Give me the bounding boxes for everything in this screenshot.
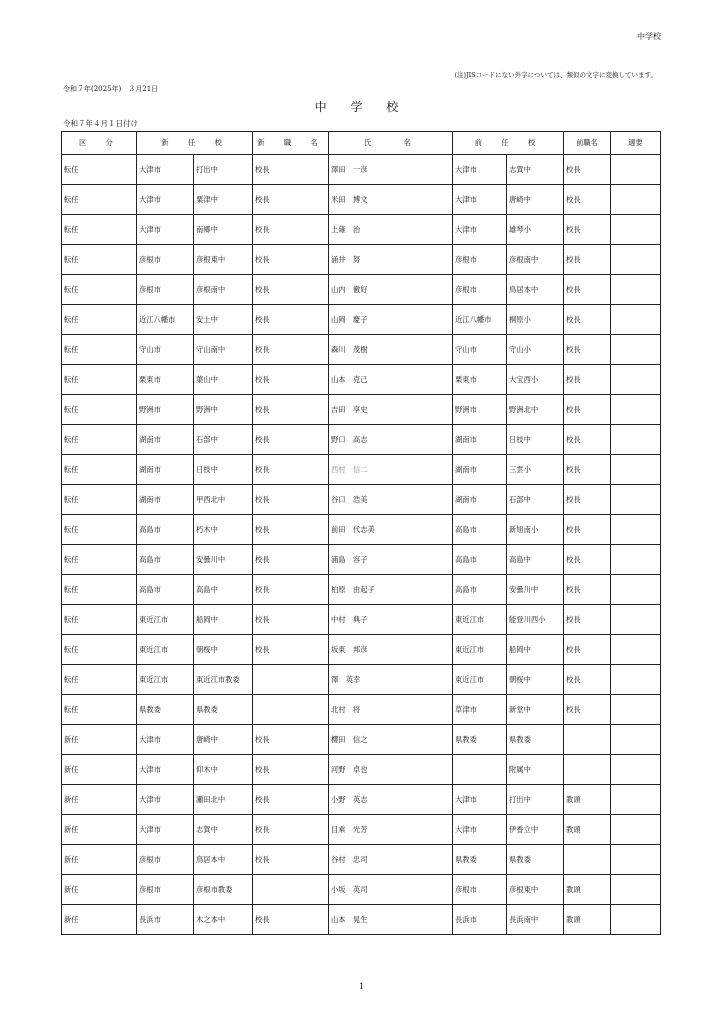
effective-date: 令和７年４月１日付け bbox=[63, 119, 138, 128]
prev-city-cell: 守山市 bbox=[453, 335, 507, 365]
new-school-cell: 東近江市教委 bbox=[194, 665, 253, 695]
remarks-cell bbox=[611, 515, 661, 545]
kubun-cell: 新任 bbox=[62, 875, 137, 905]
new-city-cell: 野洲市 bbox=[137, 395, 194, 425]
kubun-cell: 新任 bbox=[62, 905, 137, 935]
new-city-cell: 大津市 bbox=[137, 155, 194, 185]
kubun-cell: 転任 bbox=[62, 605, 137, 635]
table-row bbox=[62, 695, 661, 725]
remarks-cell bbox=[611, 335, 661, 365]
name-cell: 澤田 一彦 bbox=[329, 155, 453, 185]
prev-school-cell: 唐崎中 bbox=[507, 185, 564, 215]
new-school-cell: 彦根市教委 bbox=[194, 875, 253, 905]
prev-position-cell: 校長 bbox=[564, 485, 611, 515]
new-position-cell: 校長 bbox=[253, 815, 329, 845]
new-position-cell: 校長 bbox=[253, 455, 329, 485]
prev-position-cell bbox=[564, 725, 611, 755]
prev-school-cell: 伊香立中 bbox=[507, 815, 564, 845]
prev-school-cell: 能登川西小 bbox=[507, 605, 564, 635]
new-city-cell: 大津市 bbox=[137, 755, 194, 785]
new-city-cell: 大津市 bbox=[137, 725, 194, 755]
prev-city-cell: 大津市 bbox=[453, 185, 507, 215]
new-school-cell: 仰木中 bbox=[194, 755, 253, 785]
table-row bbox=[62, 305, 661, 335]
name-cell: 山本 克己 bbox=[329, 365, 453, 395]
prev-position-cell: 校長 bbox=[564, 395, 611, 425]
prev-position-cell: 校長 bbox=[564, 425, 611, 455]
header-prev-school: 前 任 校 bbox=[453, 132, 564, 155]
table-row bbox=[62, 425, 661, 455]
table-row bbox=[62, 785, 661, 815]
prev-city-cell: 草津市 bbox=[453, 695, 507, 725]
prev-position-cell: 校長 bbox=[564, 365, 611, 395]
table-row bbox=[62, 845, 661, 875]
new-city-cell: 栗東市 bbox=[137, 365, 194, 395]
remarks-cell bbox=[611, 305, 661, 335]
new-position-cell: 校長 bbox=[253, 755, 329, 785]
table-row bbox=[62, 245, 661, 275]
new-school-cell: 鳥居本中 bbox=[194, 845, 253, 875]
name-cell: 山内 徹好 bbox=[329, 275, 453, 305]
remarks-cell bbox=[611, 155, 661, 185]
new-city-cell: 彦根市 bbox=[137, 875, 194, 905]
table-row bbox=[62, 725, 661, 755]
prev-school-cell: 高島中 bbox=[507, 545, 564, 575]
remarks-cell bbox=[611, 425, 661, 455]
prev-school-cell: 彦根東中 bbox=[507, 875, 564, 905]
prev-position-cell: 教頭 bbox=[564, 875, 611, 905]
table-row bbox=[62, 665, 661, 695]
prev-school-cell: 三雲小 bbox=[507, 455, 564, 485]
new-position-cell: 校長 bbox=[253, 215, 329, 245]
prev-city-cell: 彦根市 bbox=[453, 875, 507, 905]
kubun-cell: 転任 bbox=[62, 515, 137, 545]
prev-position-cell: 校長 bbox=[564, 275, 611, 305]
jis-note: (注)JISコードにない外字については、類似の文字に変換しています。 bbox=[454, 71, 657, 79]
remarks-cell bbox=[611, 455, 661, 485]
table-row bbox=[62, 515, 661, 545]
name-cell: 谷村 忠司 bbox=[329, 845, 453, 875]
table-row bbox=[62, 815, 661, 845]
remarks-cell bbox=[611, 785, 661, 815]
new-school-cell: 船岡中 bbox=[194, 605, 253, 635]
kubun-cell: 新任 bbox=[62, 755, 137, 785]
header-kubun: 区 分 bbox=[62, 132, 137, 155]
remarks-cell bbox=[611, 605, 661, 635]
prev-city-cell: 大津市 bbox=[453, 815, 507, 845]
name-cell: 小野 英志 bbox=[329, 785, 453, 815]
prev-position-cell: 校長 bbox=[564, 455, 611, 485]
new-city-cell: 彦根市 bbox=[137, 275, 194, 305]
new-city-cell: 守山市 bbox=[137, 335, 194, 365]
prev-city-cell: 湖南市 bbox=[453, 425, 507, 455]
new-school-cell: 安曇川中 bbox=[194, 545, 253, 575]
table-row bbox=[62, 185, 661, 215]
new-school-cell: 日枝中 bbox=[194, 455, 253, 485]
new-city-cell: 高島市 bbox=[137, 545, 194, 575]
name-cell: 河野 卓也 bbox=[329, 755, 453, 785]
remarks-cell bbox=[611, 275, 661, 305]
prev-school-cell: 打出中 bbox=[507, 785, 564, 815]
page-title: 中 学 校 bbox=[314, 100, 409, 114]
prev-school-cell: 桐原小 bbox=[507, 305, 564, 335]
header-remarks: 適要 bbox=[611, 132, 661, 155]
new-position-cell: 校長 bbox=[253, 305, 329, 335]
new-school-cell: 朝桜中 bbox=[194, 635, 253, 665]
name-cell: 柏原 由起子 bbox=[329, 575, 453, 605]
new-position-cell: 校長 bbox=[253, 425, 329, 455]
remarks-cell bbox=[611, 485, 661, 515]
table-row bbox=[62, 605, 661, 635]
table-row bbox=[62, 635, 661, 665]
name-cell: 北村 将 bbox=[329, 695, 453, 725]
table-row bbox=[62, 275, 661, 305]
kubun-cell: 転任 bbox=[62, 485, 137, 515]
corner-label: 中学校 bbox=[637, 32, 661, 41]
new-city-cell: 東近江市 bbox=[137, 635, 194, 665]
remarks-cell bbox=[611, 215, 661, 245]
new-position-cell: 校長 bbox=[253, 605, 329, 635]
prev-city-cell: 湖南市 bbox=[453, 485, 507, 515]
kubun-cell: 転任 bbox=[62, 275, 137, 305]
prev-school-cell: 大宝西小 bbox=[507, 365, 564, 395]
new-position-cell: 校長 bbox=[253, 395, 329, 425]
announce-date: 令和７年(2025年) ３月21日 bbox=[63, 85, 159, 93]
prev-city-cell: 県教委 bbox=[453, 845, 507, 875]
table-row bbox=[62, 335, 661, 365]
prev-city-cell: 高島市 bbox=[453, 515, 507, 545]
prev-school-cell: 雄琴小 bbox=[507, 215, 564, 245]
prev-school-cell: 長浜南中 bbox=[507, 905, 564, 935]
name-cell: 吉田 享史 bbox=[329, 395, 453, 425]
remarks-cell bbox=[611, 905, 661, 935]
prev-position-cell: 校長 bbox=[564, 185, 611, 215]
prev-school-cell: 彦根南中 bbox=[507, 245, 564, 275]
prev-city-cell: 栗東市 bbox=[453, 365, 507, 395]
kubun-cell: 転任 bbox=[62, 635, 137, 665]
new-position-cell: 校長 bbox=[253, 575, 329, 605]
prev-position-cell: 校長 bbox=[564, 155, 611, 185]
prev-position-cell: 教頭 bbox=[564, 815, 611, 845]
prev-city-cell: 近江八幡市 bbox=[453, 305, 507, 335]
name-cell: 山本 晃生 bbox=[329, 905, 453, 935]
new-city-cell: 湖南市 bbox=[137, 455, 194, 485]
new-city-cell: 近江八幡市 bbox=[137, 305, 194, 335]
name-cell: 目乘 光芳 bbox=[329, 815, 453, 845]
kubun-cell: 転任 bbox=[62, 425, 137, 455]
remarks-cell bbox=[611, 845, 661, 875]
table-row bbox=[62, 575, 661, 605]
new-position-cell: 校長 bbox=[253, 635, 329, 665]
kubun-cell: 新任 bbox=[62, 785, 137, 815]
prev-school-cell: 県教委 bbox=[507, 725, 564, 755]
prev-school-cell: 県教委 bbox=[507, 845, 564, 875]
kubun-cell: 転任 bbox=[62, 185, 137, 215]
remarks-cell bbox=[611, 635, 661, 665]
prev-school-cell: 野洲北中 bbox=[507, 395, 564, 425]
name-cell: 小坂 英司 bbox=[329, 875, 453, 905]
new-city-cell: 高島市 bbox=[137, 515, 194, 545]
table-row bbox=[62, 455, 661, 485]
prev-position-cell bbox=[564, 755, 611, 785]
kubun-cell: 転任 bbox=[62, 695, 137, 725]
remarks-cell bbox=[611, 755, 661, 785]
prev-city-cell: 彦根市 bbox=[453, 275, 507, 305]
new-city-cell: 東近江市 bbox=[137, 605, 194, 635]
name-cell: 前田 代志美 bbox=[329, 515, 453, 545]
prev-position-cell: 校長 bbox=[564, 545, 611, 575]
prev-position-cell: 校長 bbox=[564, 695, 611, 725]
new-position-cell: 校長 bbox=[253, 155, 329, 185]
new-position-cell: 校長 bbox=[253, 845, 329, 875]
prev-position-cell: 校長 bbox=[564, 515, 611, 545]
table-row bbox=[62, 215, 661, 245]
page-number: 1 bbox=[358, 982, 365, 991]
new-school-cell: 木之本中 bbox=[194, 905, 253, 935]
new-school-cell: 高島中 bbox=[194, 575, 253, 605]
remarks-cell bbox=[611, 395, 661, 425]
remarks-cell bbox=[611, 815, 661, 845]
table-header-row bbox=[62, 132, 661, 155]
prev-position-cell: 校長 bbox=[564, 335, 611, 365]
new-school-cell: 県教委 bbox=[194, 695, 253, 725]
new-city-cell: 湖南市 bbox=[137, 425, 194, 455]
new-school-cell: 朽木中 bbox=[194, 515, 253, 545]
new-school-cell: 甲西北中 bbox=[194, 485, 253, 515]
remarks-cell bbox=[611, 875, 661, 905]
table-row bbox=[62, 155, 661, 185]
name-cell: 涌井 努 bbox=[329, 245, 453, 275]
kubun-cell: 新任 bbox=[62, 815, 137, 845]
prev-position-cell: 教頭 bbox=[564, 905, 611, 935]
prev-city-cell: 高島市 bbox=[453, 575, 507, 605]
kubun-cell: 転任 bbox=[62, 545, 137, 575]
name-cell: 中村 典子 bbox=[329, 605, 453, 635]
name-cell: 米田 博文 bbox=[329, 185, 453, 215]
new-city-cell: 東近江市 bbox=[137, 665, 194, 695]
header-new-school: 新 任 校 bbox=[137, 132, 253, 155]
prev-city-cell bbox=[453, 755, 507, 785]
kubun-cell: 転任 bbox=[62, 575, 137, 605]
table-row bbox=[62, 545, 661, 575]
new-city-cell: 大津市 bbox=[137, 785, 194, 815]
prev-city-cell: 県教委 bbox=[453, 725, 507, 755]
new-position-cell: 校長 bbox=[253, 785, 329, 815]
kubun-cell: 転任 bbox=[62, 455, 137, 485]
personnel-table bbox=[61, 131, 661, 935]
prev-school-cell: 新堂中 bbox=[507, 695, 564, 725]
remarks-cell bbox=[611, 545, 661, 575]
prev-school-cell: 日枝中 bbox=[507, 425, 564, 455]
prev-city-cell: 東近江市 bbox=[453, 665, 507, 695]
new-city-cell: 彦根市 bbox=[137, 245, 194, 275]
new-position-cell bbox=[253, 875, 329, 905]
prev-position-cell: 校長 bbox=[564, 575, 611, 605]
remarks-cell bbox=[611, 695, 661, 725]
prev-school-cell: 朝桜中 bbox=[507, 665, 564, 695]
kubun-cell: 転任 bbox=[62, 365, 137, 395]
prev-school-cell: 附属中 bbox=[507, 755, 564, 785]
prev-city-cell: 彦根市 bbox=[453, 245, 507, 275]
new-city-cell: 彦根市 bbox=[137, 845, 194, 875]
table-body bbox=[62, 155, 661, 935]
new-school-cell: 野洲中 bbox=[194, 395, 253, 425]
new-position-cell: 校長 bbox=[253, 485, 329, 515]
new-position-cell bbox=[253, 665, 329, 695]
new-city-cell: 大津市 bbox=[137, 185, 194, 215]
prev-city-cell: 東近江市 bbox=[453, 635, 507, 665]
header-prev-position: 前職名 bbox=[564, 132, 611, 155]
new-school-cell: 唐崎中 bbox=[194, 725, 253, 755]
new-city-cell: 湖南市 bbox=[137, 485, 194, 515]
new-school-cell: 志賀中 bbox=[194, 815, 253, 845]
new-city-cell: 大津市 bbox=[137, 215, 194, 245]
new-school-cell: 石部中 bbox=[194, 425, 253, 455]
prev-city-cell: 長浜市 bbox=[453, 905, 507, 935]
new-school-cell: 瀬田北中 bbox=[194, 785, 253, 815]
prev-school-cell: 新旭南小 bbox=[507, 515, 564, 545]
prev-position-cell: 校長 bbox=[564, 665, 611, 695]
table-row bbox=[62, 365, 661, 395]
kubun-cell: 新任 bbox=[62, 725, 137, 755]
prev-city-cell: 大津市 bbox=[453, 215, 507, 245]
prev-position-cell: 校長 bbox=[564, 635, 611, 665]
table-row bbox=[62, 875, 661, 905]
name-cell: 山岡 慶子 bbox=[329, 305, 453, 335]
new-school-cell: 粟津中 bbox=[194, 185, 253, 215]
table-row bbox=[62, 395, 661, 425]
new-school-cell: 彦根東中 bbox=[194, 245, 253, 275]
header-name: 氏 名 bbox=[329, 132, 453, 155]
kubun-cell: 転任 bbox=[62, 155, 137, 185]
prev-city-cell: 湖南市 bbox=[453, 455, 507, 485]
new-school-cell: 守山南中 bbox=[194, 335, 253, 365]
remarks-cell bbox=[611, 665, 661, 695]
new-position-cell: 校長 bbox=[253, 515, 329, 545]
new-school-cell: 彦根南中 bbox=[194, 275, 253, 305]
prev-city-cell: 大津市 bbox=[453, 785, 507, 815]
name-cell: 上薙 治 bbox=[329, 215, 453, 245]
remarks-cell bbox=[611, 725, 661, 755]
kubun-cell: 転任 bbox=[62, 215, 137, 245]
prev-school-cell: 石部中 bbox=[507, 485, 564, 515]
new-position-cell: 校長 bbox=[253, 335, 329, 365]
remarks-cell bbox=[611, 185, 661, 215]
prev-school-cell: 船岡中 bbox=[507, 635, 564, 665]
prev-school-cell: 志賀中 bbox=[507, 155, 564, 185]
prev-position-cell bbox=[564, 845, 611, 875]
prev-position-cell: 校長 bbox=[564, 605, 611, 635]
table-row bbox=[62, 755, 661, 785]
prev-city-cell: 大津市 bbox=[453, 155, 507, 185]
prev-city-cell: 東近江市 bbox=[453, 605, 507, 635]
prev-city-cell: 野洲市 bbox=[453, 395, 507, 425]
new-school-cell: 安土中 bbox=[194, 305, 253, 335]
new-position-cell: 校長 bbox=[253, 245, 329, 275]
kubun-cell: 転任 bbox=[62, 305, 137, 335]
prev-position-cell: 校長 bbox=[564, 215, 611, 245]
table-row bbox=[62, 905, 661, 935]
name-cell: 野口 高志 bbox=[329, 425, 453, 455]
name-cell: 森川 茂樹 bbox=[329, 335, 453, 365]
new-position-cell: 校長 bbox=[253, 365, 329, 395]
name-cell: 西村 信二 bbox=[329, 455, 453, 485]
prev-position-cell: 教頭 bbox=[564, 785, 611, 815]
prev-position-cell: 校長 bbox=[564, 305, 611, 335]
name-cell: 櫻田 信之 bbox=[329, 725, 453, 755]
new-position-cell: 校長 bbox=[253, 545, 329, 575]
new-position-cell bbox=[253, 695, 329, 725]
new-city-cell: 高島市 bbox=[137, 575, 194, 605]
new-city-cell: 県教委 bbox=[137, 695, 194, 725]
table-row bbox=[62, 485, 661, 515]
kubun-cell: 転任 bbox=[62, 395, 137, 425]
remarks-cell bbox=[611, 245, 661, 275]
kubun-cell: 新任 bbox=[62, 845, 137, 875]
new-position-cell: 校長 bbox=[253, 725, 329, 755]
name-cell: 澤 英幸 bbox=[329, 665, 453, 695]
name-cell: 坂東 邦彦 bbox=[329, 635, 453, 665]
new-position-cell: 校長 bbox=[253, 185, 329, 215]
prev-school-cell: 安曇川中 bbox=[507, 575, 564, 605]
new-school-cell: 打出中 bbox=[194, 155, 253, 185]
kubun-cell: 転任 bbox=[62, 335, 137, 365]
new-city-cell: 長浜市 bbox=[137, 905, 194, 935]
remarks-cell bbox=[611, 575, 661, 605]
new-position-cell: 校長 bbox=[253, 905, 329, 935]
new-position-cell: 校長 bbox=[253, 275, 329, 305]
prev-city-cell: 高島市 bbox=[453, 545, 507, 575]
prev-position-cell: 校長 bbox=[564, 245, 611, 275]
prev-school-cell: 鳥居本中 bbox=[507, 275, 564, 305]
name-cell: 浦島 容子 bbox=[329, 545, 453, 575]
kubun-cell: 転任 bbox=[62, 245, 137, 275]
kubun-cell: 転任 bbox=[62, 665, 137, 695]
remarks-cell bbox=[611, 365, 661, 395]
new-school-cell: 南郷中 bbox=[194, 215, 253, 245]
new-city-cell: 大津市 bbox=[137, 815, 194, 845]
name-cell: 谷口 浩美 bbox=[329, 485, 453, 515]
new-school-cell: 葉山中 bbox=[194, 365, 253, 395]
header-new-position: 新 職 名 bbox=[253, 132, 329, 155]
prev-school-cell: 守山小 bbox=[507, 335, 564, 365]
